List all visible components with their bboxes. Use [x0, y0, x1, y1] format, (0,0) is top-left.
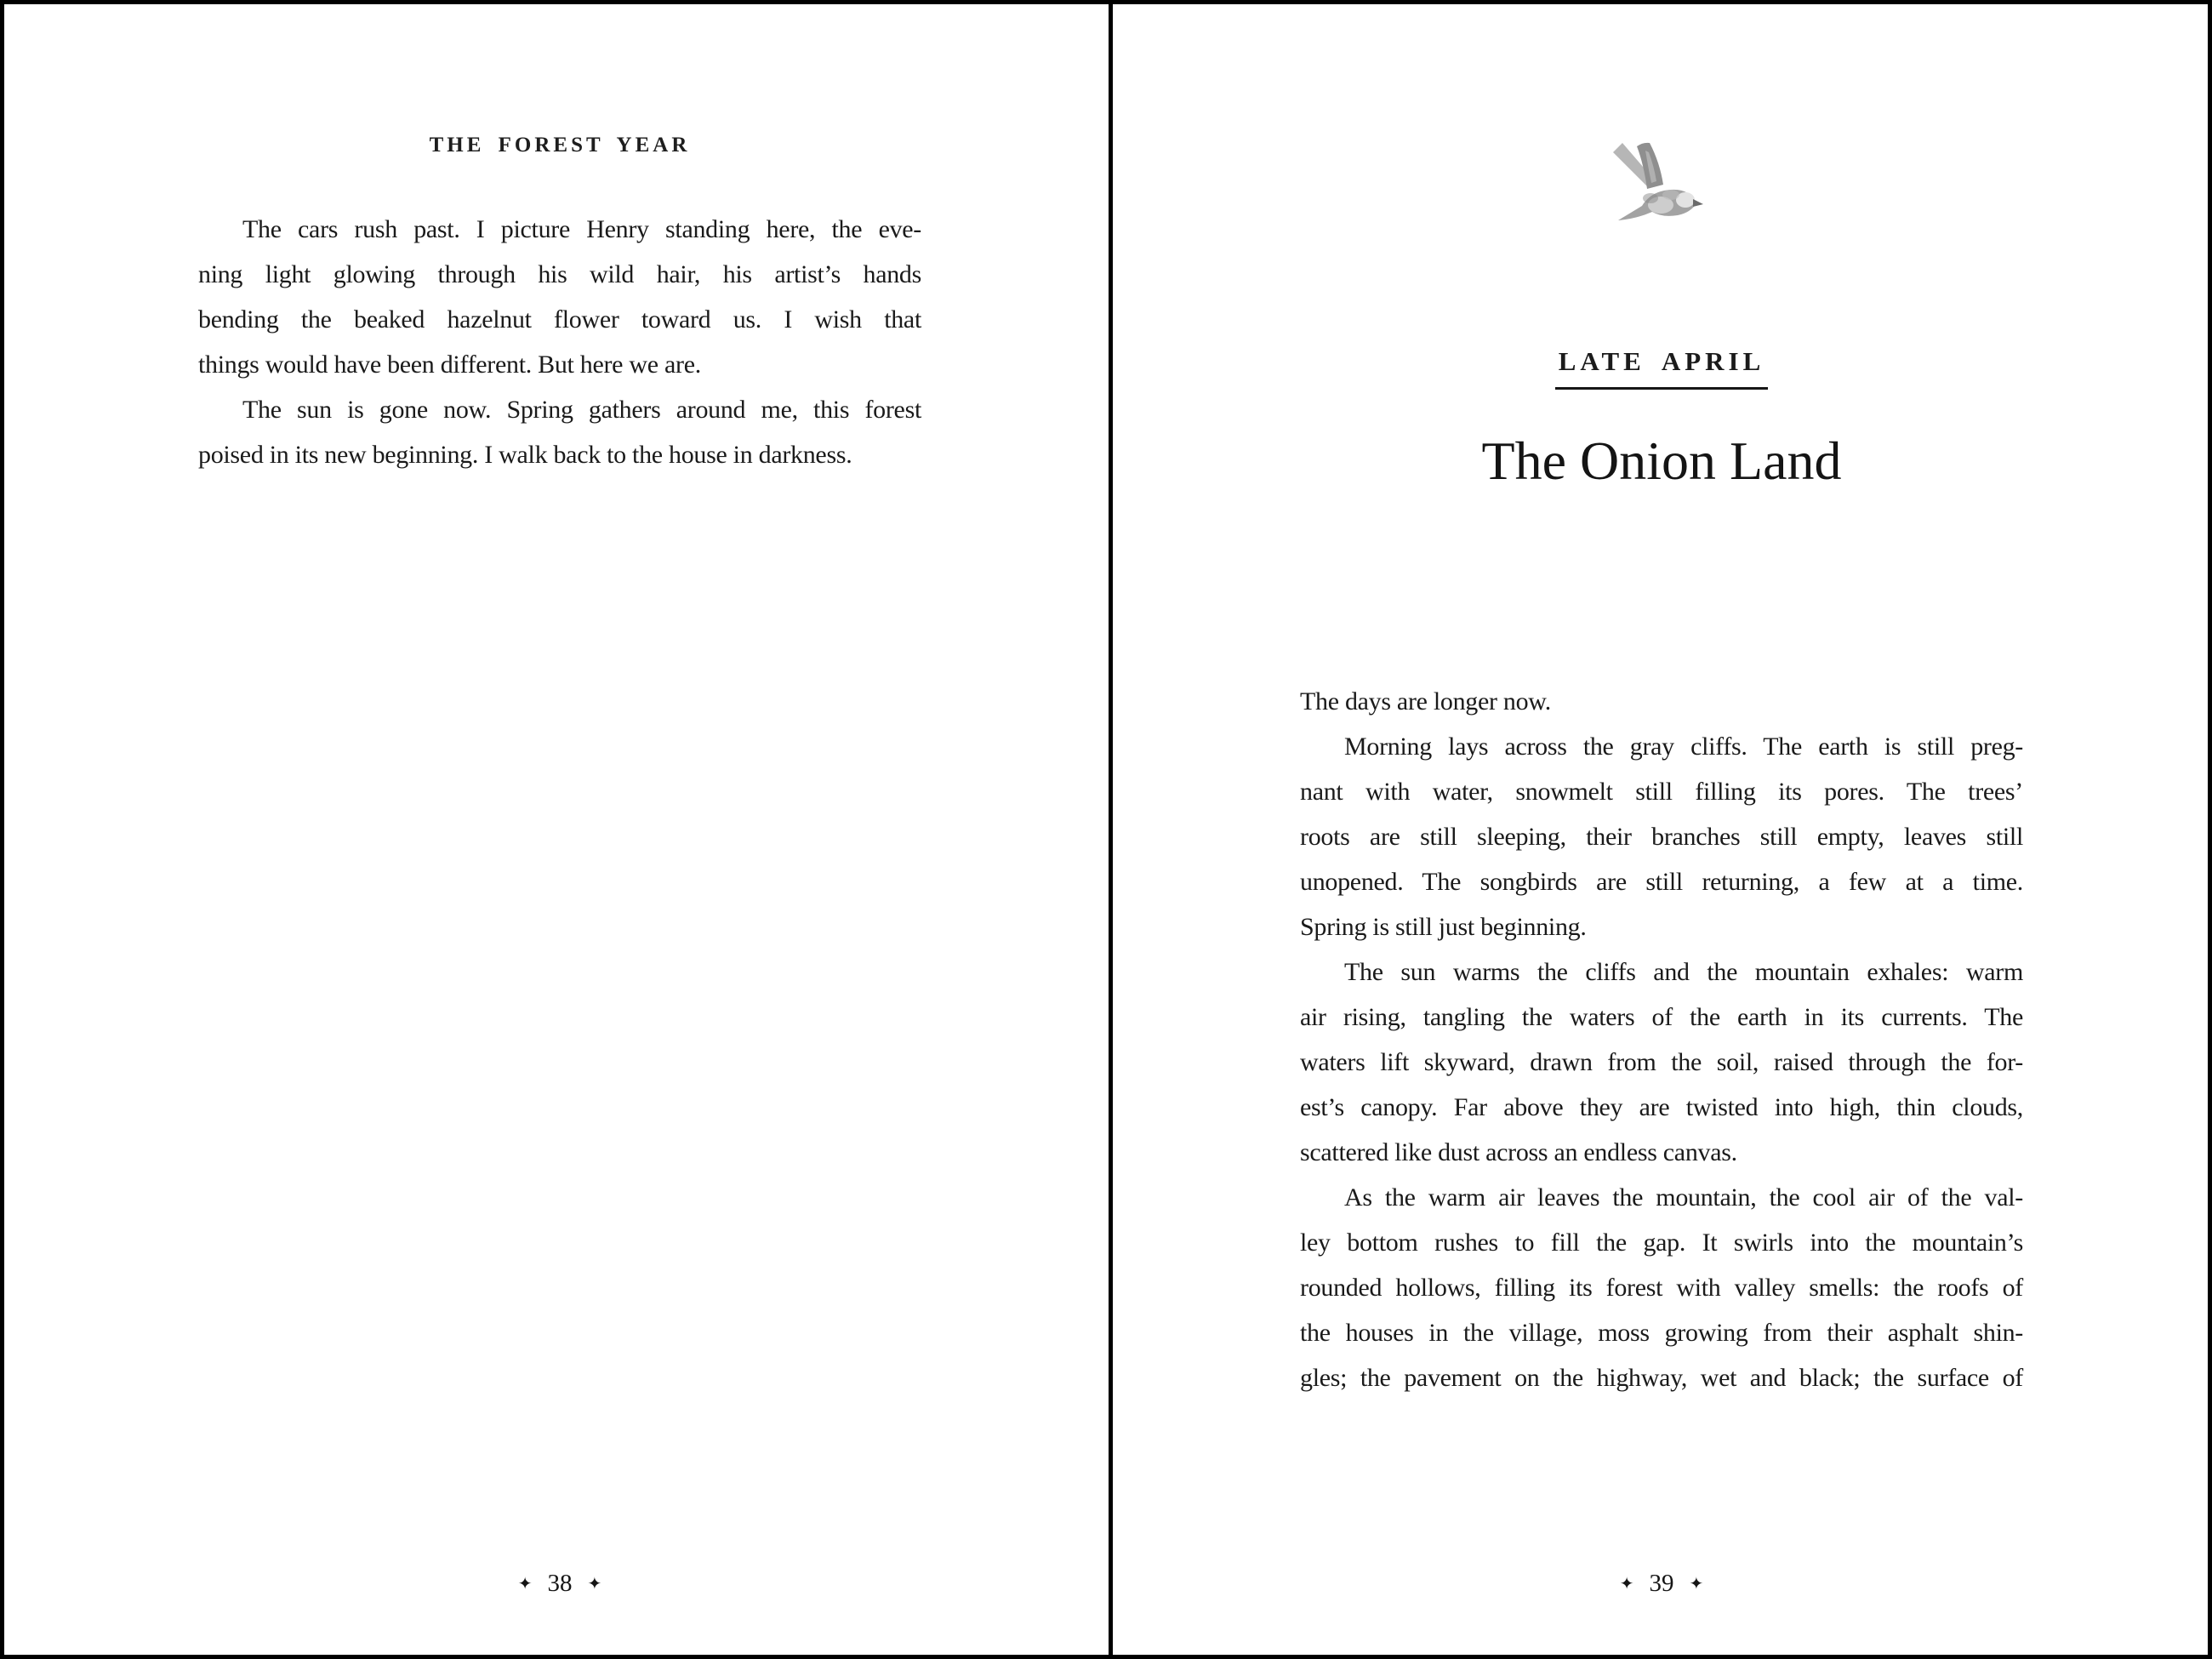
folio-star-icon: ✦: [1619, 1573, 1634, 1593]
body-line: ley bottom rushes to fill the gap. It swirls into the mountain’s: [1300, 1229, 2023, 1257]
body-line: the houses in the village, moss growing from their asphalt shin-: [1300, 1319, 2023, 1347]
section-kicker: LATE APRIL: [1555, 346, 1769, 390]
page-gutter-divider: [1109, 4, 1113, 1659]
body-line: The sun is gone now. Spring gathers around me, this forest: [242, 396, 921, 424]
body-line: As the warm air leaves the mountain, the cool air of the val-: [1344, 1183, 2023, 1211]
folio-star-icon: ✦: [1689, 1573, 1704, 1593]
folio-star-icon: ✦: [517, 1573, 533, 1593]
body-line: air rising, tangling the waters of the earth in its currents. The: [1300, 1003, 2023, 1031]
body-line: poised in its new beginning. I walk back to the house in darkness.: [198, 441, 852, 469]
body-line: unopened. The songbirds are still returning, a few at a time.: [1300, 868, 2023, 896]
body-line: bending the beaked hazelnut flower toward us. I wish that: [198, 305, 921, 334]
body-line: The sun warms the cliffs and the mountain exhales: warm: [1344, 958, 2023, 986]
flying-bird-icon: [1611, 140, 1706, 225]
body-line: scattered like dust across an endless canvas.: [1300, 1138, 1737, 1166]
body-line: gles; the pavement on the highway, wet and black; the surface of: [1300, 1364, 2023, 1392]
body-line: Morning lays across the gray cliffs. The earth is still preg-: [1344, 733, 2023, 761]
left-page-body: [198, 207, 921, 477]
body-line: rounded hollows, filling its forest with valley smells: the roofs of: [1300, 1274, 2023, 1302]
right-page-body: [1300, 679, 2023, 1400]
section-kicker-wrap: [1300, 346, 2023, 390]
left-page: [4, 4, 1109, 1659]
chapter-title: The Onion Land: [1481, 430, 1842, 491]
running-head: THE FOREST YEAR: [429, 134, 691, 157]
body-line: est’s canopy. Far above they are twisted into high, thin clouds,: [1300, 1093, 2023, 1121]
body-line: things would have been different. But here we are.: [198, 351, 701, 379]
body-line: ning light glowing through his wild hair, his artist’s hands: [198, 260, 921, 288]
page-number-right: [1300, 1566, 2023, 1600]
body-line: Spring is still just beginning.: [1300, 913, 1587, 941]
body-line: The days are longer now.: [1300, 687, 1551, 715]
body-line: The cars rush past. I picture Henry standing here, the eve-: [242, 215, 921, 243]
page-number-left: [198, 1566, 921, 1600]
body-line: waters lift skyward, drawn from the soil, raised through the for-: [1300, 1048, 2023, 1076]
body-line: roots are still sleeping, their branches still empty, leaves still: [1300, 823, 2023, 851]
page-number: 38: [547, 1570, 573, 1597]
page-number: 39: [1649, 1570, 1674, 1597]
folio-star-icon: ✦: [587, 1573, 602, 1593]
right-page: [1113, 4, 2212, 1659]
body-line: nant with water, snowmelt still filling its pores. The trees’: [1300, 778, 2023, 806]
